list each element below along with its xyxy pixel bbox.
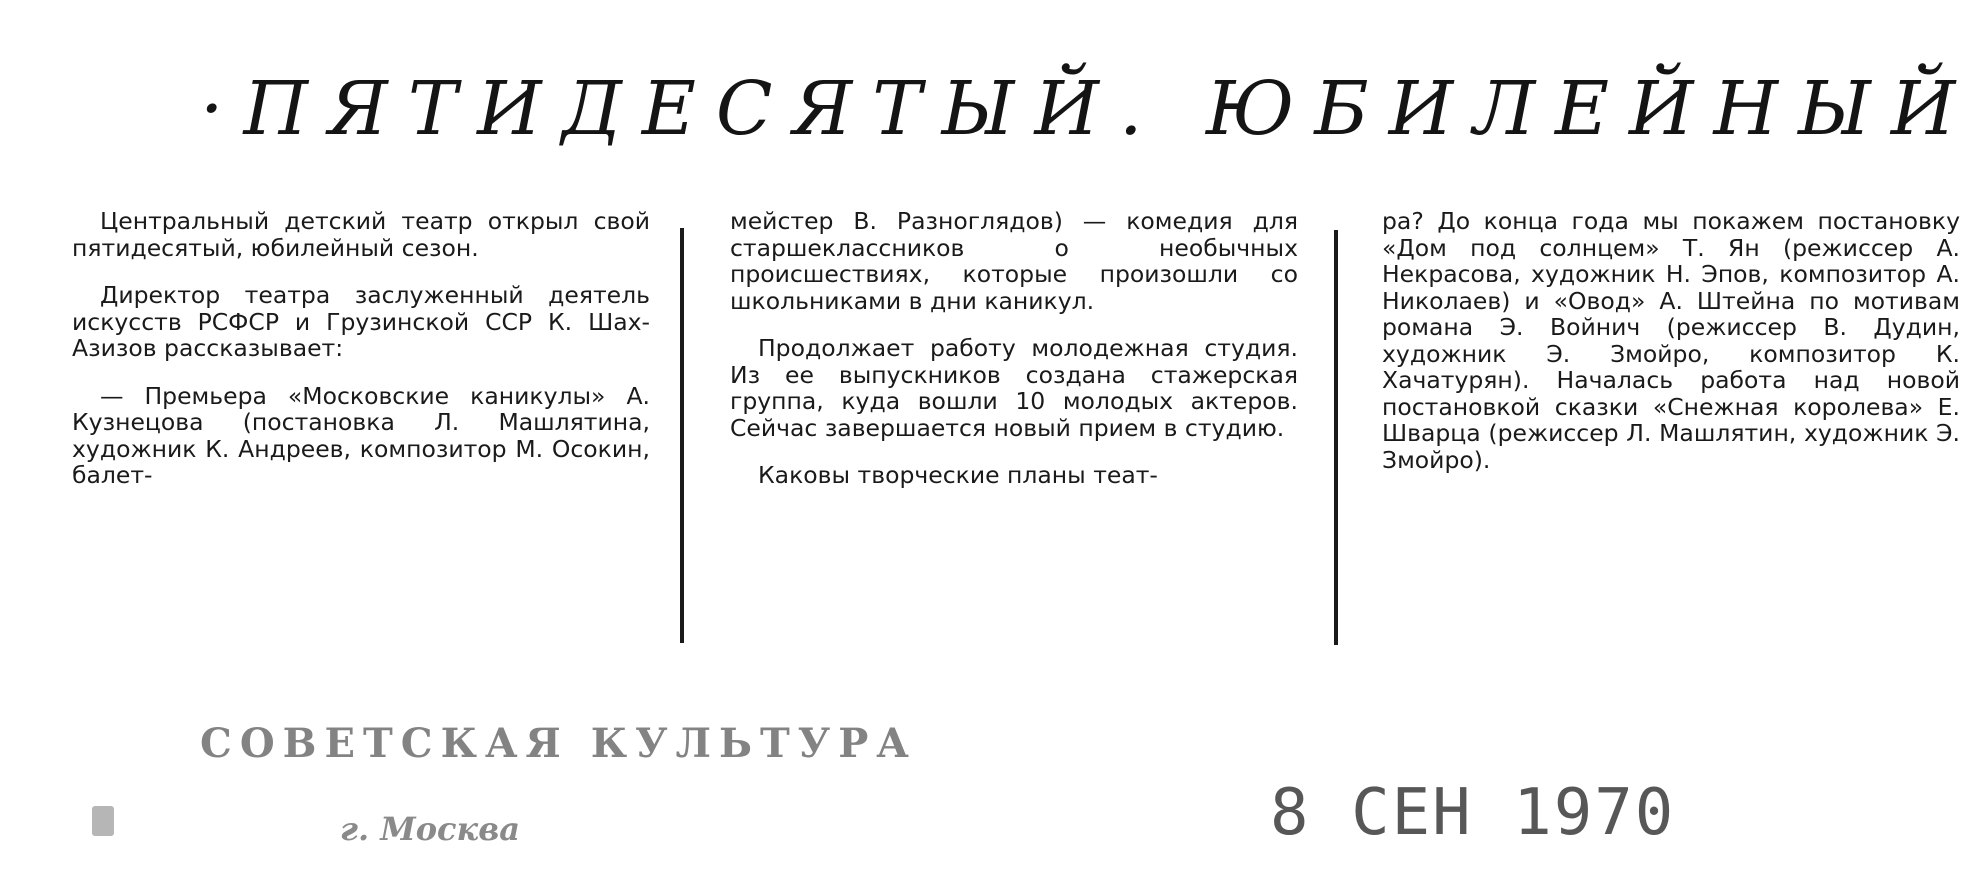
article-column-2: [730, 208, 1298, 489]
paragraph: Директор театра заслуженный деятель искусств РСФСР и Грузинской ССР К. Шах-Азизов рассказывает:: [72, 281, 650, 362]
column-divider: [680, 228, 684, 643]
paragraph: Центральный детский театр открыл свой пятидесятый, юбилейный сезон.: [72, 207, 650, 262]
paragraph: Каковы творческие планы теат-: [758, 461, 1158, 489]
column-divider: [1334, 230, 1338, 645]
publication-stamp-title: СОВЕТСКАЯ КУЛЬТУРА: [200, 720, 917, 767]
article-column-3: [1382, 208, 1960, 473]
stamp-mark: [92, 806, 114, 836]
article-headline: ·ПЯТИДЕСЯТЫЙ. ЮБИЛЕЙНЫЙ: [200, 66, 1976, 152]
paragraph: Продолжает работу молодежная студия. Из ее выпускников создана стажерская группа, куда вошли 10 молодых актеров. Сейчас завершается новый прием в студию.: [730, 334, 1298, 442]
paragraph: ра? До конца года мы покажем постановку «Дом под солнцем» Т. Ян (режиссер А. Некрасова, художник Н. Эпов, композитор А. Николаев) и «Овод» А. Штейна по мотивам романа Э. Войнич (режиссер В. Дудин, художник Э. Змойро, композитор К. Хачатурян). Началась работа над новой постановкой сказки «Снежная королева» Е. Шварца (режиссер Л. Машлятин, художник Э. Змойро).: [1382, 207, 1960, 474]
article-column-1: [72, 208, 650, 489]
paragraph: — Премьера «Московские каникулы» А. Кузнецова (постановка Л. Машлятина, художник К. Андреев, композитор М. Осокин, балет-: [72, 381, 650, 489]
paragraph: мейстер В. Разноглядов) — комедия для старшеклассников о необычных происшествиях, которые произошли со школьниками в дни каникул.: [730, 207, 1298, 315]
publication-stamp-city: г. Москва: [340, 810, 520, 848]
date-stamp: 8 СЕН 1970: [1270, 776, 1676, 850]
